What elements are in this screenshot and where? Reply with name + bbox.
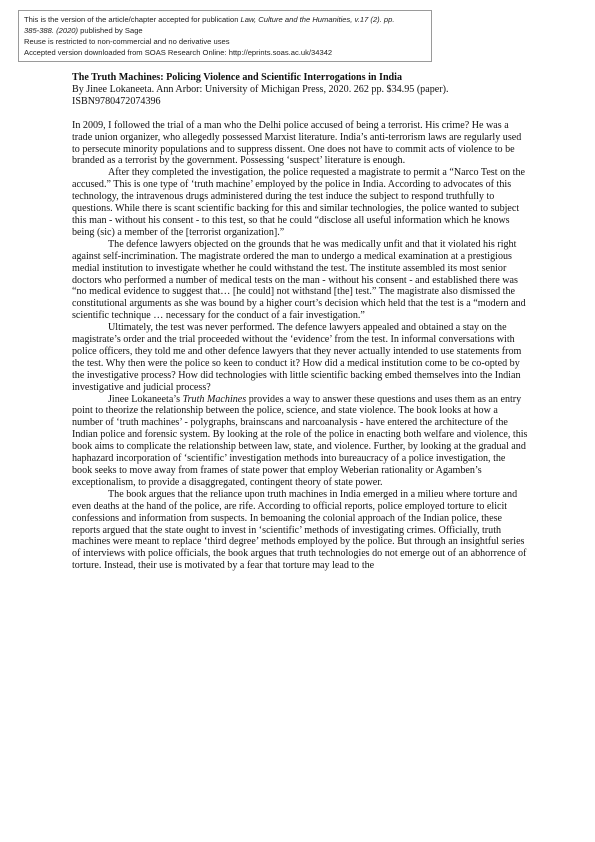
paragraph-5-intro: Jinee Lokaneeta’s xyxy=(108,393,183,405)
paragraph-2: After they completed the investigation, the police requested a magistrate to permit a “Narco Test on the accused.” This is one type of ‘truth machine’ employed by the police in India. According to advocates of this technology, the intravenous drugs administered during the test induce the subject to respond truthfully to questions. While there is scant scientific backing for this and similar technologies, the police wanted to subject this man - without his consent - to this test, so that he could “disclose all useful information which he knows being (sic) a member of the [terrorist organization].” xyxy=(72,167,526,238)
notice-line-1 xyxy=(24,14,426,25)
notice-prefix: This is the version of the article/chapter accepted for publication xyxy=(24,15,241,24)
paragraph-1: In 2009, I followed the trial of a man who the Delhi police accused of being a terrorist. His crime? He was a trade union organizer, who allegedly possessed Marxist literature. India’s anti-terrorism laws are regularly used to persecute minority populations and to suppress dissent. One does not have to commit acts of violence to be branded as a terrorist by the government. Possessing ‘suspect’ literature is enough. xyxy=(72,119,522,167)
notice-line-3: Reuse is restricted to non-commercial and no derivative uses xyxy=(24,37,230,46)
review-title: The Truth Machines: Policing Violence and Scientific Interrogations in India xyxy=(72,72,403,83)
paragraph-6: The book argues that the reliance upon truth machines in India emerged in a milieu where torture and even deaths at the hand of the police, are rife. According to official reports, police employed torture to elicit confessions and information from suspects. In bemoaning the colonial approach of the Indian police, these reports argued that the state ought to invest in ‘scientific’ methods of investigating crimes. Officially, truth machines were meant to replace ‘third degree’ methods employed by the police. But through an insightful series of interviews with police officials, the book argues that truth technologies do not emerge out of an abhorrence of torture. Instead, their use is motivated by a fear that torture may lead to the xyxy=(72,488,527,572)
notice-journal: Law, Culture and the Humanities, v.17 (2). pp. xyxy=(240,15,395,24)
paragraph-3: The defence lawyers objected on the grounds that he was medically unfit and that it violated his right against self-incrimination. The magistrate ordered the man to undergo a medical examination at a prestigious medial institution to investigate whether he could withstand the test. The institute assembled its most senior doctors who performed a number of medical tests on the man - without his consent - and established there was “no medical evidence to suggest that… [he could] not withstand [the] test.” The magistrate also dismissed the constitutional arguments as she was bound by a higher court’s decision which held that the test is a “modern and scientific technique … necessary for the conduct of a fair investigation.” xyxy=(72,238,526,322)
notice-publisher: published by Sage xyxy=(78,26,143,35)
book-isbn: ISBN9780472074396 xyxy=(72,95,161,107)
notice-line-4: Accepted version downloaded from SOAS Research Online: http://eprints.soas.ac.uk/34342 xyxy=(24,48,333,57)
paragraph-4: Ultimately, the test was never performed. The defence lawyers appealed and obtained a stay on the magistrate’s order and the trial proceeded without the ‘evidence’ from the test. In informal conversations with police officers, they told me and other defence lawyers that they never actually intended to use statements from the test. Why then were the police so keen to conduct it? How did a medical institution come to be co-opted by the investigative process? How did technologies with little scientific backing embed themselves into the Indian investigative and judicial process? xyxy=(72,322,522,393)
book-title-italic: Truth Machines xyxy=(182,393,247,405)
book-citation: By Jinee Lokaneeta. Ann Arbor: University of Michigan Press, 2020. 262 pp. $34.95 (paper). xyxy=(72,83,449,95)
notice-pages: 385-388. (2020) xyxy=(24,26,79,35)
publication-notice-box xyxy=(18,10,432,62)
paragraph-5-rest: provides a way to answer these questions and uses them as an entry point to theorize the relationship between the police, science, and state violence. The book looks at how a number of ‘truth machines’ - polygraphs, brainscans and narcoanalysis - have entered the architecture of the Indian police and forensic system. By looking at the role of the police in enacting both welfare and violence, this book aims to complicate the relationship between law, state, and violence. Further, by looking at the gradual and haphazard incorporation of ‘scientific’ investigation methods into bureaucracy of a police investigation, the book seeks to move away from frames of state power that employ Weberian rationality or Agamben’s exceptionalism, to provide a disaggregated, contingent theory of state power. xyxy=(72,393,528,488)
paragraph-5 xyxy=(72,394,528,489)
article-body xyxy=(72,72,528,572)
notice-line-2 xyxy=(24,25,426,36)
